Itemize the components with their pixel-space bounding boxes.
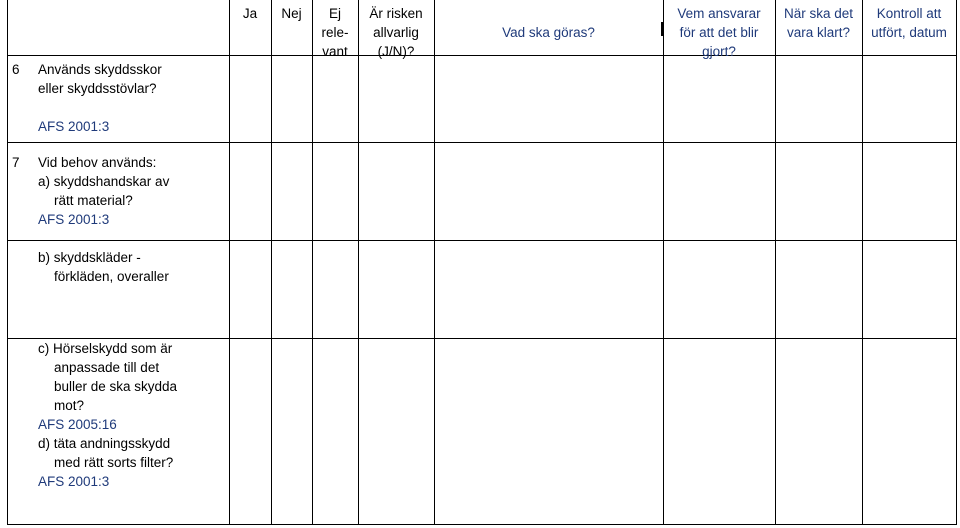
header-ej-relevant: Ej rele- vant — [321, 6, 349, 59]
row-6-number: 6 — [12, 62, 20, 77]
col-divider-when — [862, 0, 863, 525]
row-7-number: 7 — [12, 155, 20, 170]
col-divider-question — [229, 0, 230, 525]
col-divider-ej — [358, 0, 359, 525]
header-responsible: Vem ansvarar för att det blir gjort? — [677, 6, 761, 59]
header-when: När ska det vara klart? — [783, 6, 854, 40]
header-ja: Ja — [242, 6, 258, 21]
row-7a-question: Vid behov används: a) skyddshandskar av rätt material? AFS 2001:3 — [38, 155, 170, 227]
col-divider-left-edge — [7, 0, 8, 525]
col-divider-ja — [271, 0, 272, 525]
row-divider-6 — [7, 142, 957, 143]
col-divider-risk — [434, 0, 435, 525]
row-divider-bottom — [7, 524, 957, 525]
col-divider-responsible — [775, 0, 776, 525]
header-nej: Nej — [281, 6, 302, 21]
header-risk: Är risken allvarlig (J/N)? — [369, 6, 423, 59]
col-divider-nej — [312, 0, 313, 525]
row-6-reference: AFS 2001:3 — [38, 119, 110, 134]
col-divider-right-edge — [956, 0, 957, 525]
row-divider-header — [7, 55, 957, 56]
header-control: Kontroll att utfört, datum — [871, 6, 947, 40]
col-divider-action — [663, 0, 664, 525]
row-divider-7a — [7, 240, 957, 241]
header-action: Vad ska göras? — [502, 25, 595, 40]
row-6-question: Används skyddsskor eller skyddsstövlar? — [38, 62, 162, 96]
row-7b-question: b) skyddskläder - förkläden, overaller — [38, 250, 169, 284]
row-7c-question: c) Hörselskydd som är anpassade till det buller de ska skydda mot? AFS 2005:16 d) täta andningsskydd med rätt sorts filter? AFS 2001:3 — [38, 341, 178, 489]
